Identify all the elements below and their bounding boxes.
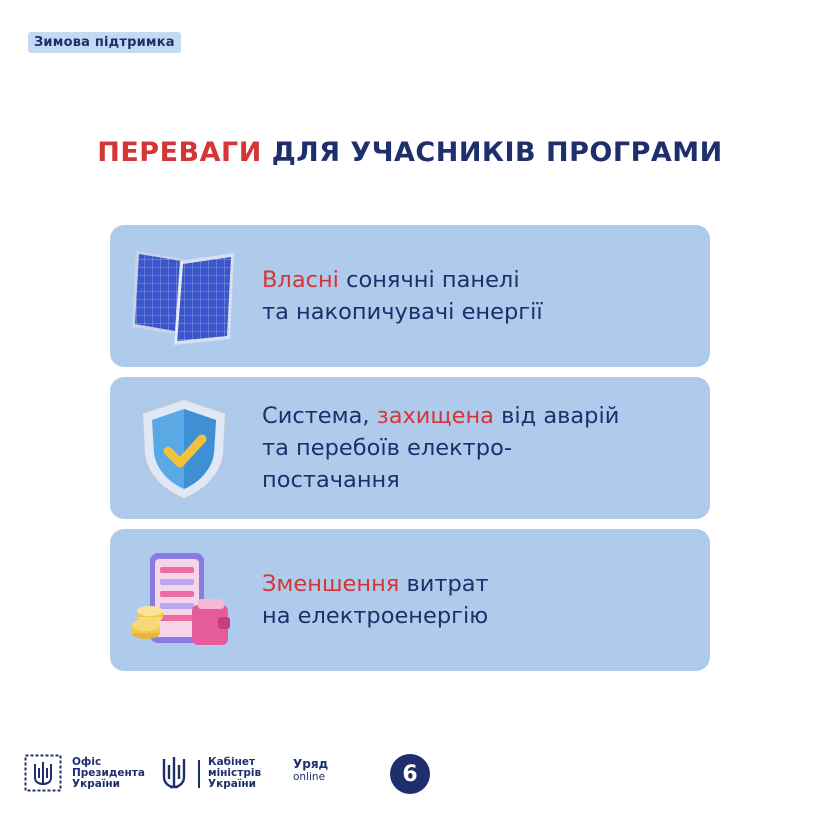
page-number-badge: 6 bbox=[390, 754, 430, 794]
benefit-text-solar: Власні сонячні панелі та накопичувачі енергії bbox=[262, 267, 543, 325]
benefit-card-solar bbox=[110, 225, 710, 367]
trident-icon bbox=[160, 755, 188, 795]
footer-divider bbox=[198, 760, 200, 788]
title-accent: ПЕРЕВАГИ bbox=[97, 137, 262, 168]
phone-wallet-coins-icon bbox=[128, 547, 240, 653]
title-rest: ДЛЯ УЧАСНИКІВ ПРОГРАМИ bbox=[261, 137, 723, 168]
solar-panels-icon bbox=[128, 243, 240, 349]
benefit-card-protection bbox=[110, 377, 710, 519]
uryad-online-logo: Уряд online bbox=[293, 757, 329, 783]
president-office-logo-icon bbox=[24, 754, 62, 796]
cabinet-label: Кабінет міністрів України bbox=[208, 756, 262, 790]
benefit-text-savings: Зменшення витрат на електроенергію bbox=[262, 571, 489, 629]
section-tag: Зимова підтримка bbox=[28, 32, 181, 53]
president-office-label: Офіс Президента України bbox=[72, 756, 145, 790]
page-title bbox=[0, 137, 820, 168]
benefit-card-savings bbox=[110, 529, 710, 671]
shield-check-icon bbox=[128, 395, 240, 501]
footer bbox=[0, 748, 820, 798]
benefit-text-protection: Система, захищена від аварій та перебоїв електро- постачання bbox=[262, 403, 620, 493]
